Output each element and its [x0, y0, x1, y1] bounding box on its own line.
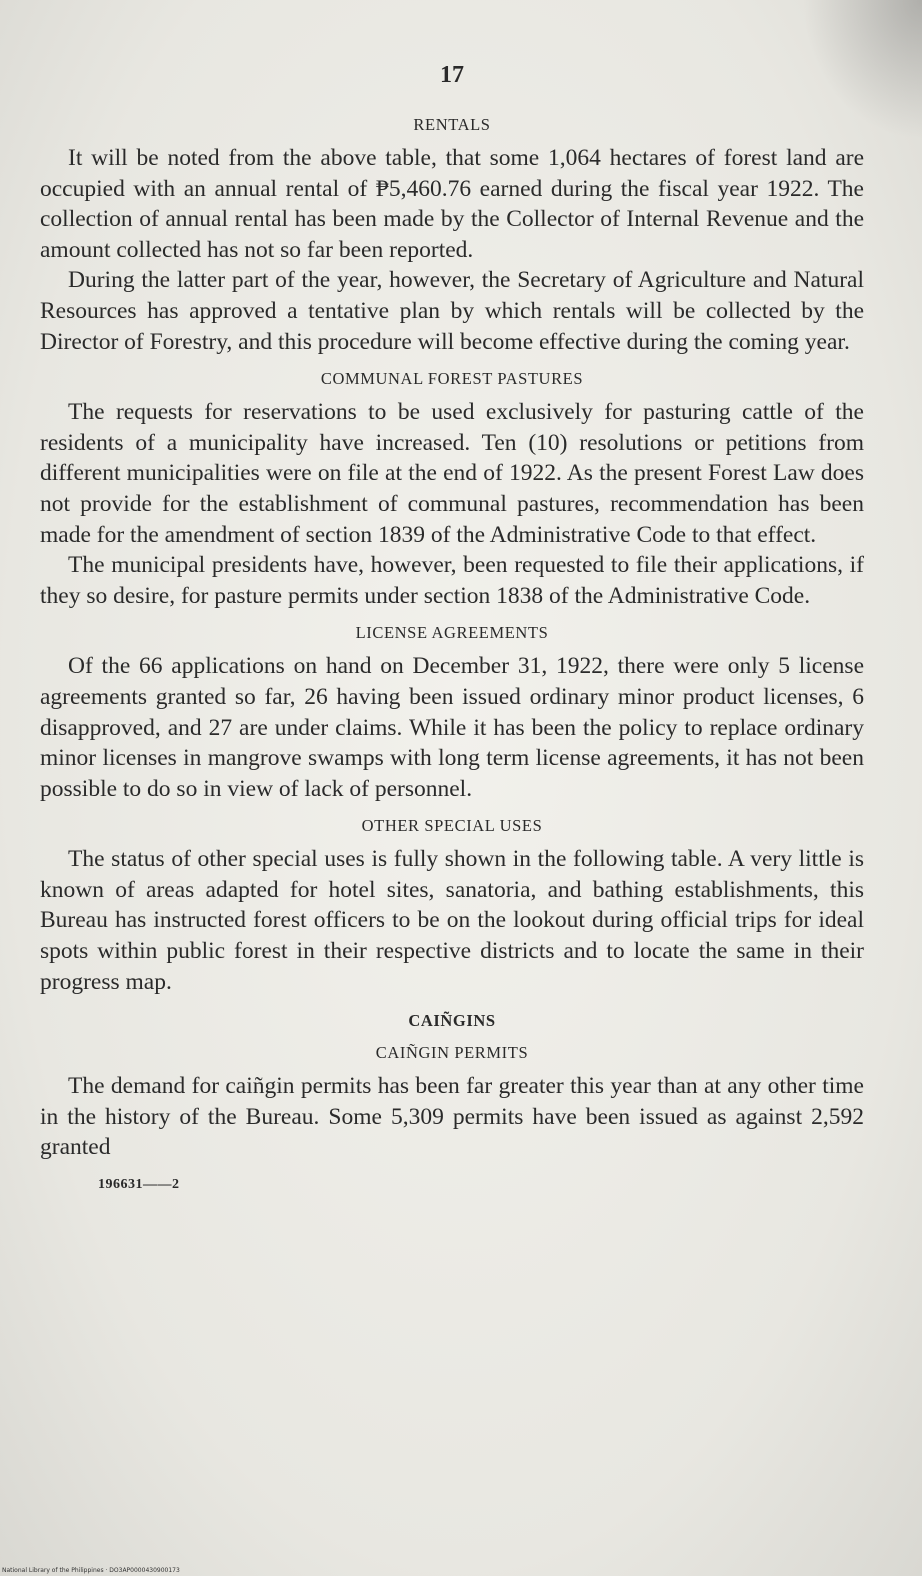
paragraph: During the latter part of the year, however, the Secretary of Agriculture and Natural Resources has approved a tentative plan by which rentals will be collected by the Director of Forestry, and this procedure will become effective during the coming year. [40, 267, 864, 355]
major-heading: CAIÑGINS [408, 1011, 496, 1031]
section-heading: RENTALS [413, 115, 491, 134]
section-heading: CAIÑGIN PERMITS [375, 1043, 529, 1063]
paragraph: Of the 66 applications on hand on December 31, 1922, there were only 5 license agreements granted so far, 26 having been issued ordinary minor product licenses, 6 disapproved, and 27 are under claims. While it has been the policy to replace ordinary minor licenses in mangrove swamps with long term license agreements, it has not been possible to do so in view of lack of personnel. [40, 653, 864, 802]
section-rentals [40, 115, 864, 357]
page-number: 17 [440, 62, 464, 88]
paragraph: It will be noted from the above table, that some 1,064 hectares of forest land are occupied with an annual rental of ₱5,460.76 earned during the fiscal year 1922. The collection of annual rental has been made by the Collector of Internal Revenue and the amount collected has not so far been reported. [40, 145, 864, 263]
section-caingin-permits [40, 1043, 864, 1163]
paragraph: The demand for caiñgin permits has been far greater this year than at any other time in the history of the Bureau. Some 5,309 permits have been issued as against 2,592 granted [40, 1073, 864, 1161]
paragraph: The municipal presidents have, however, been requested to file their applications, if they so desire, for pasture permits under section 1838 of the Administrative Code. [40, 552, 864, 609]
paragraph: The requests for reservations to be used exclusively for pasturing cattle of the residents of a municipality have increased. Ten (10) resolutions or petitions from different municipalities were on file at the end of 1922. As the present Forest Law does not provide for the establishment of communal pastures, recommendation has been made for the amendment of section 1839 of the Administrative Code to that effect. [40, 399, 864, 548]
bottom-credit: National Library of the Philippines · DO3AP0000430900173 [2, 1567, 180, 1574]
section-other-special-uses [40, 816, 864, 997]
footer-code: 196631——2 [98, 1177, 180, 1193]
section-communal-forest-pastures [40, 369, 864, 611]
section-heading: LICENSE AGREEMENTS [355, 623, 549, 643]
section-license-agreements [40, 623, 864, 804]
paragraph: The status of other special uses is fully shown in the following table. A very little is known of areas adapted for hotel sites, sanatoria, and bathing establishments, this Bureau has instructed forest officers to be on the lookout during official trips for ideal spots within public forest in their respective districts and to locate the same in their progress map. [40, 846, 864, 995]
section-heading: OTHER SPECIAL USES [361, 816, 543, 836]
section-heading: COMMUNAL FOREST PASTURES [320, 369, 584, 389]
page-content [40, 62, 864, 1193]
